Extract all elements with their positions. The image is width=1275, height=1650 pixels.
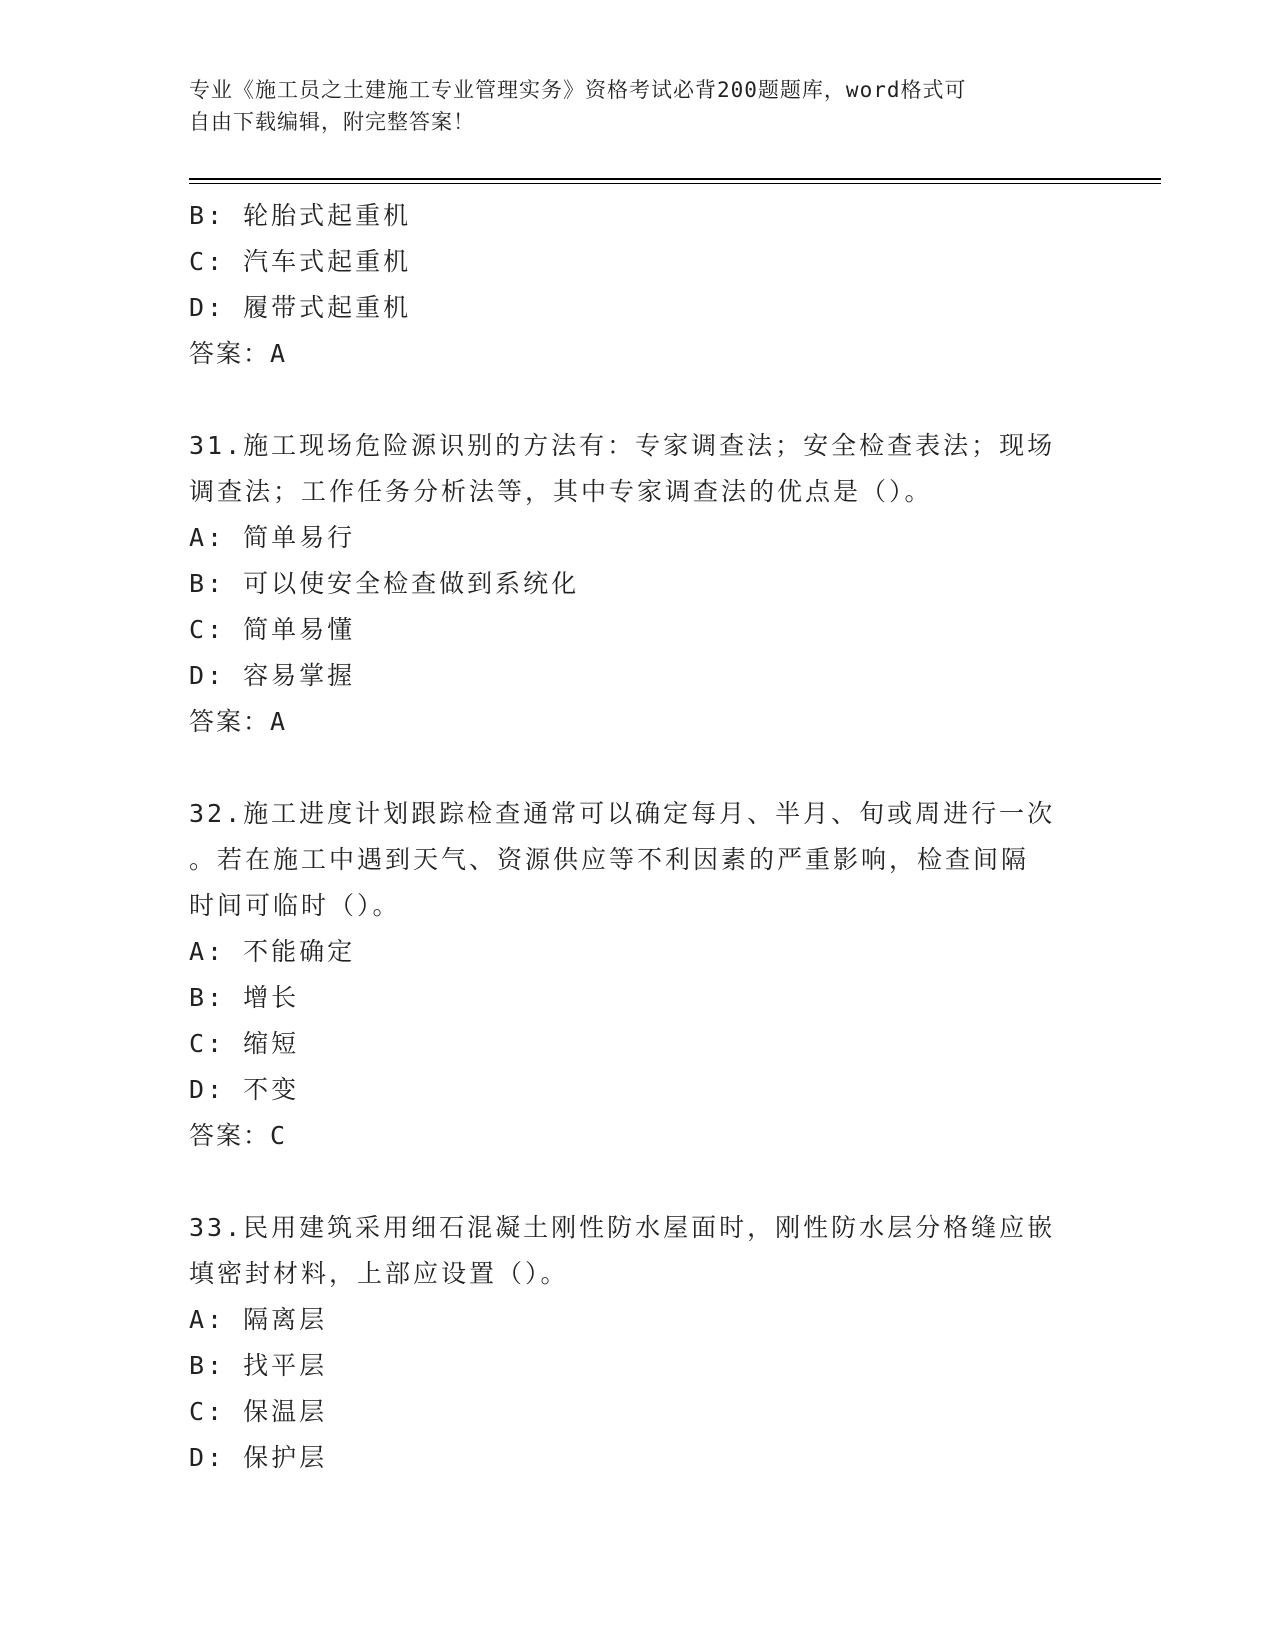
- question-list: [189, 193, 1089, 1481]
- question-text-line: 31.施工现场危险源识别的方法有：专家调查法；安全检查表法；现场: [189, 431, 1056, 460]
- question-31: [189, 423, 1089, 745]
- header-divider-thin: [189, 183, 1161, 184]
- option-a: A: 简单易行: [189, 523, 356, 552]
- answer-line: 答案：A: [189, 707, 288, 736]
- question-text-line: 。若在施工中遇到天气、资源供应等不利因素的严重影响，检查间隔: [189, 845, 1030, 874]
- answer-line: 答案：A: [189, 339, 288, 368]
- option-c: C: 汽车式起重机: [189, 247, 412, 276]
- option-a: A: 不能确定: [189, 937, 356, 966]
- answer-line: 答案：C: [189, 1121, 288, 1150]
- question-30-remainder: [189, 193, 1089, 377]
- header-line-1: 专业《施工员之土建施工专业管理实务》资格考试必背200题题库，word格式可: [189, 78, 967, 102]
- question-text-line: 32.施工进度计划跟踪检查通常可以确定每月、半月、旬或周进行一次: [189, 799, 1056, 828]
- option-b: B: 可以使安全检查做到系统化: [189, 569, 580, 598]
- question-spacer: [189, 1159, 1089, 1205]
- question-text-line: 33.民用建筑采用细石混凝土刚性防水屋面时，刚性防水层分格缝应嵌: [189, 1213, 1056, 1242]
- option-b: B: 增长: [189, 983, 300, 1012]
- option-c: C: 缩短: [189, 1029, 300, 1058]
- option-c: C: 简单易懂: [189, 615, 356, 644]
- option-d: D: 不变: [189, 1075, 300, 1104]
- option-d: D: 履带式起重机: [189, 293, 412, 322]
- option-b: B: 找平层: [189, 1351, 328, 1380]
- option-d: D: 保护层: [189, 1443, 328, 1472]
- option-c: C: 保温层: [189, 1397, 328, 1426]
- question-text-line: 调查法；工作任务分析法等，其中专家调查法的优点是（）。: [189, 477, 933, 506]
- header-divider-thick: [189, 178, 1161, 180]
- question-33: [189, 1205, 1089, 1481]
- option-a: A: 隔离层: [189, 1305, 328, 1334]
- question-spacer: [189, 377, 1089, 423]
- question-32: [189, 791, 1089, 1159]
- option-d: D: 容易掌握: [189, 661, 356, 690]
- document-header: [189, 74, 1069, 138]
- question-text-line: 时间可临时（）。: [189, 891, 401, 920]
- question-spacer: [189, 745, 1089, 791]
- header-line-2: 自由下载编辑，附完整答案！: [189, 110, 475, 134]
- option-b: B: 轮胎式起重机: [189, 201, 412, 230]
- question-text-line: 填密封材料，上部应设置（）。: [189, 1259, 569, 1288]
